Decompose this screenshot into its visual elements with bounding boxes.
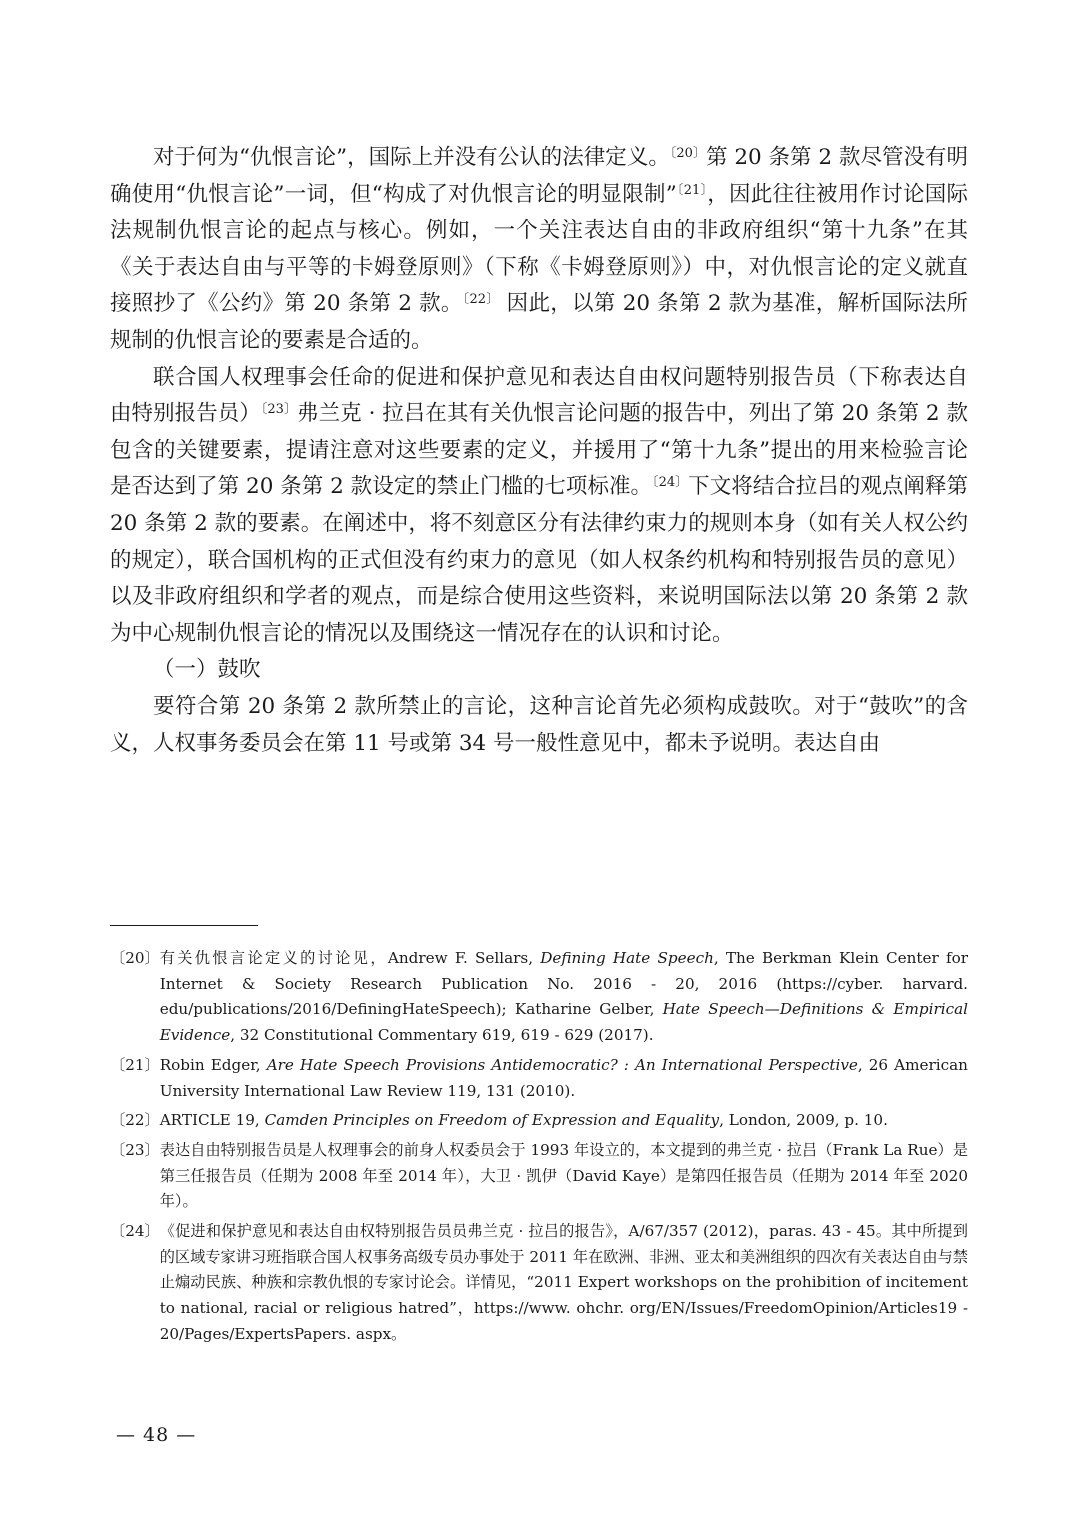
main-text [110, 140, 968, 762]
footnote-ref: 〔22〕 [462, 292, 500, 308]
text-run: 有关仇恨言论定义的讨论见，Andrew F. Sellars, [159, 949, 541, 967]
footnote-text [160, 946, 968, 1049]
footnote-21 [110, 1053, 968, 1104]
footnote-number: 〔24〕 [110, 1222, 160, 1241]
italic-title: Camden Principles on Freedom of Expression and Equality [264, 1111, 720, 1130]
footnote-ref: 〔23〕 [260, 402, 298, 418]
page-number: — 48 — [116, 1424, 197, 1446]
text-run: , London, 2009, p. 10. [719, 1111, 888, 1130]
footnote-text [160, 1108, 968, 1134]
footnote-23 [110, 1138, 968, 1215]
text-run: 弗兰克 · 拉吕在其有关仇恨言论问题的报告中，列出了第 20 条第 2 款包含的关键要素，提请注意对这些要素的定义，并援用了“第十九条”提出的用来检验言论是否达到了第 20 条第 2 款设定的禁止门槛的七项标准。 [110, 401, 968, 500]
section-heading: （一）鼓吹 [153, 657, 261, 683]
footnote-text [160, 1138, 968, 1215]
text-run: Robin Edger, [159, 1055, 267, 1074]
footnote-20 [110, 946, 968, 1049]
text-run: 第 20 条第 2 款尽管没有明确使用“仇恨言论”一词，但“构成了对仇恨言论的明显限制” [110, 145, 969, 207]
text-run: 因此，以第 20 条第 2 款为基准，解析国际法所规制的仇恨言论的要素是合适的。 [110, 291, 968, 353]
footnote-number: 〔20〕 [110, 949, 160, 967]
footnote-ref: 〔20〕 [669, 146, 706, 161]
text-run: , The Berkman Klein Center for Internet & Society Research Publication No. 2016 - 20, 2016 (https://cyber. harvard. edu/publications/2016/DefiningHateSpeech); Katharine Gelber, [159, 949, 969, 1019]
paragraph-2 [110, 360, 968, 653]
footnote-text [160, 1219, 968, 1348]
footnote-ref: 〔21〕 [676, 182, 708, 198]
text-run: 《促进和保护意见和表达自由权特别报告员员弗兰克 · 拉吕的报告》，A/67/357 (2012)，paras. 43 - 45。其中所提到的区域专家讲习班指联合国人权事务高级专员办事处于 2011 年在欧洲、非洲、亚太和美洲组织的四次有关表达自由与禁止煽动民族、种族和宗教仇恨的专家讨论会。详情见，“2011 Expert workshops on the prohibition of incitement to national, racial or religious hatred”，https://www. ohchr. org/EN/Issues/FreedomOpinion/Articles19 - 20/Pages/ExpertsPapers. aspx。 [159, 1222, 968, 1343]
text-run: , 26 American University International Law Review 119, 131 (2010). [159, 1055, 968, 1100]
footnotes [110, 946, 968, 1352]
footnote-divider [110, 925, 258, 926]
footnote-24 [110, 1219, 968, 1348]
text-run: 对于何为“仇恨言论”，国际上并没有公认的法律定义。 [153, 145, 670, 170]
italic-title: Defining Hate Speech [540, 949, 714, 967]
text-run: ，因此往往被用作讨论国际法规制仇恨言论的起点与核心。例如，一个关注表达自由的非政府组织“第十九条”在其《关于表达自由与平等的卡姆登原则》（下称《卡姆登原则》）中，对仇恨言论的定义就直接照抄了《公约》第 20 条第 2 款。 [110, 181, 968, 317]
text-run: ARTICLE 19, [159, 1111, 265, 1130]
italic-title: Hate Speech—Definitions & Empirical Evidence [159, 1000, 969, 1045]
text-run: 联合国人权理事会任命的促进和保护意见和表达自由权问题特别报告员（下称表达自由特别报告员） [110, 364, 968, 427]
paragraph-1 [110, 140, 968, 360]
italic-title: Are Hate Speech Provisions Antidemocratic? : An International Perspective [266, 1055, 858, 1074]
footnote-number: 〔23〕 [110, 1140, 160, 1159]
footnote-22 [110, 1108, 968, 1134]
footnote-number: 〔22〕 [110, 1111, 160, 1130]
footnote-number: 〔21〕 [110, 1055, 160, 1074]
text-run: 表达自由特别报告员是人权理事会的前身人权委员会于 1993 年设立的，本文提到的弗兰克 · 拉吕（Frank La Rue）是第三任报告员（任期为 2008 年至 2014 年），大卫 · 凯伊（David Kaye）是第四任报告员（任期为 2014 年至 2020 年）。 [159, 1140, 968, 1211]
footnote-ref: 〔24〕 [652, 475, 689, 491]
footnote-text [160, 1053, 968, 1104]
text-run: 下文将结合拉吕的观点阐释第 20 条第 2 款的要素。在阐述中，将不刻意区分有法律约束力的规则本身（如有关人权公约的规定），联合国机构的正式但没有约束力的意见（如人权条约机构和特别报告员的意见）以及非政府组织和学者的观点，而是综合使用这些资料，来说明国际法以第 20 条第 2 款为中心规制仇恨言论的情况以及围绕这一情况存在的认识和讨论。 [110, 474, 968, 646]
paragraph-3: 要符合第 20 条第 2 款所禁止的言论，这种言论首先必须构成鼓吹。对于“鼓吹”的含义，人权事务委员会在第 11 号或第 34 号一般性意见中，都未予说明。表达自由 [110, 693, 968, 756]
text-run: , 32 Constitutional Commentary 619, 619 - 629 (2017). [230, 1026, 654, 1045]
